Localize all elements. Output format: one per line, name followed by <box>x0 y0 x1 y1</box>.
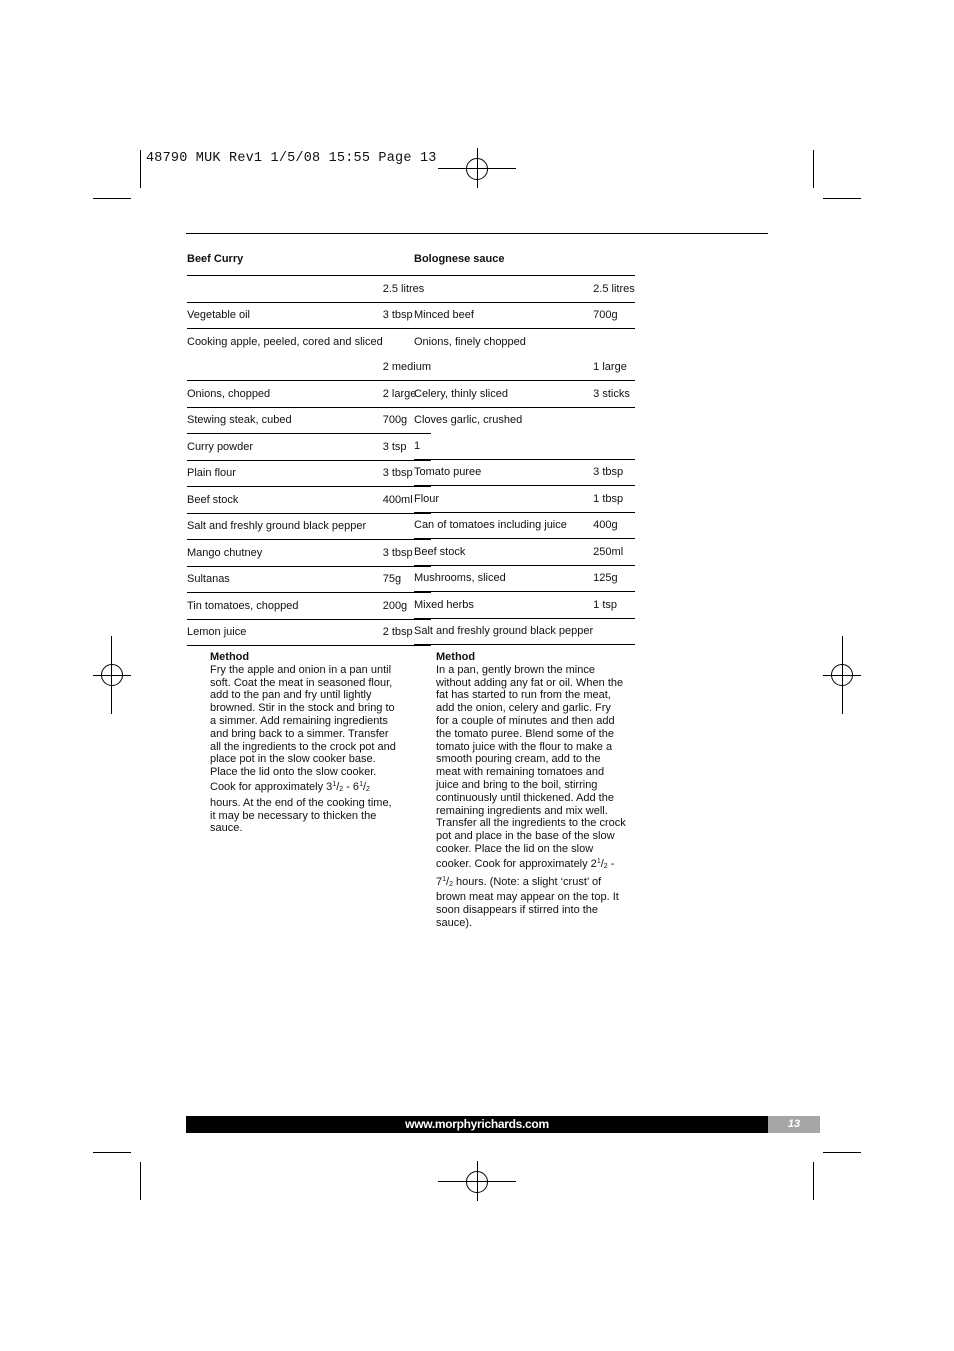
ingredient-row <box>414 512 635 539</box>
ingredient-name: Tomato puree <box>414 459 593 486</box>
ingredient-name: Onions, chopped <box>187 381 383 408</box>
registration-mark-icon <box>477 148 478 188</box>
ingredient-quantity: 2 medium <box>383 355 431 381</box>
ingredient-name: Tin tomatoes, chopped <box>187 593 383 620</box>
ingredient-row <box>187 619 431 646</box>
method-beef-curry: Method Fry the apple and onion in a pan until soft. Coat the meat in seasoned flour, add to the pan and fry until lightly browned. Stir in the stock and bring to a simmer. Add remaining ingredients and bring back to a simmer. Transfer all the ingredients to the crock pot and place pot in the slow cooker base. Place the lid onto the slow cooker. Cook for approximately $3^1/_2 - 6^1/_2$ hours. At the end of the cooking time, it may be necessary to thicken the sauce. <box>210 651 400 835</box>
page-number: 13 <box>787 1118 801 1130</box>
ingredient-name: Flour <box>414 486 593 513</box>
ingredient-quantity: 2.5 litres <box>383 276 431 303</box>
method-text: hours. At the end of the cooking time, it may be necessary to thicken the sauce. <box>210 796 392 835</box>
fraction-numerator: 1 <box>332 780 337 788</box>
ingredient-name: Can of tomatoes including juice <box>414 512 593 539</box>
ingredient-quantity: 400g <box>593 512 635 539</box>
ingredient-name: Mixed herbs <box>414 592 593 619</box>
ingredient-row <box>414 433 635 459</box>
ingredient-row <box>187 540 431 567</box>
ingredient-row <box>187 593 431 620</box>
ingredient-row <box>414 565 635 592</box>
ingredient-row <box>187 355 431 381</box>
ingredient-quantity: 3 tbsp <box>383 460 431 487</box>
recipe-title-bolognese-sauce: Bolognese sauce <box>414 253 505 265</box>
ingredient-quantity: 1 large <box>593 355 635 381</box>
ingredient-quantity <box>593 433 635 459</box>
fraction-numerator: 1 <box>596 857 601 865</box>
ingredient-name: Cloves garlic, crushed <box>414 414 523 427</box>
registration-mark-icon <box>477 1161 478 1201</box>
crop-mark <box>813 150 814 188</box>
ingredient-name: Mango chutney <box>187 540 383 567</box>
ingredient-row <box>187 513 431 540</box>
ingredient-quantity: 1 tsp <box>593 592 635 619</box>
ingredient-quantity <box>593 618 635 645</box>
ingredient-quantity: 400ml <box>383 487 431 514</box>
fraction-denominator: 2 <box>366 785 370 793</box>
ingredient-row <box>187 302 431 329</box>
crop-mark <box>823 198 861 199</box>
ingredient-name <box>187 276 383 303</box>
ingredient-row <box>187 487 431 514</box>
ingredient-row <box>187 381 431 408</box>
ingredient-row <box>414 407 635 433</box>
ingredients-table-bolognese <box>414 275 635 645</box>
method-heading: Method <box>436 651 476 663</box>
ingredient-name <box>414 355 593 381</box>
method-text: - 7 <box>436 857 615 888</box>
ingredient-quantity <box>593 329 635 355</box>
ingredient-row <box>187 434 431 461</box>
ingredient-row <box>187 407 431 434</box>
footer-url[interactable]: www.morphyrichards.com <box>405 1117 549 1131</box>
method-heading: Method <box>210 651 250 663</box>
crop-mark <box>93 1152 131 1153</box>
ingredient-row <box>414 329 635 355</box>
ingredient-name: Sultanas <box>187 566 383 593</box>
fraction-numerator: 1 <box>359 780 363 788</box>
ingredient-name: Salt and freshly ground black pepper <box>414 618 593 645</box>
registration-mark-icon <box>93 675 131 676</box>
fraction-denominator: 2 <box>449 880 453 888</box>
method-bolognese: Method In a pan, gently brown the mince without adding any fat or oil. When the fat has started to run from the meat, add the onion, celery and garlic. Fry for a couple of minutes and then add the tomato puree. Blend some of the tomato juice with the flour to make a smooth pouring cream, add to the meat with remaining tomatoes and juice and bring to the boil, stirring continuously until thickened. Add the remaining ingredients and mix well. Transfer all the ingredients to the crock pot and place in the base of the slow cooker. Place the lid on the slow cooker. Cook for approximately $2^1/_2 - 7^1/_2$ hours. (Note: a slight ‘crust’ of brown meat may appear on the top. It soon disappears if stirred into the sauce). <box>436 651 626 929</box>
method-text: Fry the apple and onion in a pan until soft. Coat the meat in seasoned flour, add to the pan and fry until lightly browned. Stir in the stock and bring to a simmer. Add remaining ingredients and bring back to a simmer. Transfer all the ingredients to the crock pot and place pot in the slow cooker base. Place the lid onto the slow cooker. Cook for approximately 3 <box>210 663 396 793</box>
ingredient-quantity: 3 sticks <box>593 381 635 408</box>
ingredient-name: Beef stock <box>187 487 383 514</box>
ingredient-quantity: 200g <box>383 593 431 620</box>
crop-mark <box>140 150 141 188</box>
ingredient-quantity: 250ml <box>593 539 635 566</box>
page-number-box <box>768 1116 820 1133</box>
ingredient-name: Onions, finely chopped <box>414 335 526 348</box>
ingredient-quantity: 1 tbsp <box>593 486 635 513</box>
ingredient-name: Beef stock <box>414 539 593 566</box>
crop-mark <box>813 1162 814 1200</box>
ingredient-row <box>414 302 635 329</box>
ingredient-quantity: 75g <box>383 566 431 593</box>
ingredient-name: 1 <box>414 433 593 459</box>
crop-mark <box>140 1162 141 1200</box>
ingredient-quantity: 3 tbsp <box>383 302 431 329</box>
ingredient-row <box>187 460 431 487</box>
ingredients-table-beef-curry <box>187 275 431 646</box>
recipe-title-beef-curry: Beef Curry <box>187 253 244 265</box>
ingredient-row <box>187 329 431 355</box>
ingredient-name: Minced beef <box>414 302 593 329</box>
ingredient-row <box>414 459 635 486</box>
crop-mark <box>93 198 131 199</box>
ingredient-row <box>187 276 431 303</box>
header-rule <box>186 233 768 234</box>
ingredient-quantity: 2 large <box>383 381 431 408</box>
ingredient-quantity: 700g <box>593 302 635 329</box>
print-slug: 48790 MUK Rev1 1/5/08 15:55 Page 13 <box>146 151 437 166</box>
ingredient-row <box>414 592 635 619</box>
footer-bar <box>186 1116 768 1133</box>
ingredient-name: Cooking apple, peeled, cored and sliced <box>187 335 383 348</box>
ingredient-quantity: 3 tsp <box>383 434 431 461</box>
ingredient-name <box>187 355 383 381</box>
ingredient-name: Celery, thinly sliced <box>414 381 593 408</box>
ingredient-row <box>414 539 635 566</box>
ingredient-row <box>414 486 635 513</box>
ingredient-name: Lemon juice <box>187 619 383 646</box>
fraction-denominator: 2 <box>603 862 608 870</box>
fraction-denominator: 2 <box>339 785 344 793</box>
method-text: - 6 <box>343 780 360 793</box>
ingredient-name: Mushrooms, sliced <box>414 565 593 592</box>
ingredient-name: Vegetable oil <box>187 302 383 329</box>
registration-mark-icon <box>842 636 843 714</box>
method-text: hours. (Note: a slight ‘crust’ of brown meat may appear on the top. It soon disappears if stirred into the sauce). <box>436 875 619 929</box>
ingredient-quantity: 125g <box>593 565 635 592</box>
ingredient-quantity: 2 tbsp <box>383 619 431 646</box>
ingredient-row <box>414 618 635 645</box>
ingredient-name: Curry powder <box>187 434 383 461</box>
ingredient-name <box>414 276 593 303</box>
ingredient-row <box>414 381 635 408</box>
ingredient-name: Plain flour <box>187 460 383 487</box>
ingredient-quantity: 2.5 litres <box>593 276 635 303</box>
method-text: In a pan, gently brown the mince without adding any fat or oil. When the fat has started to run from the meat, add the onion, celery and garlic. Fry for a couple of minutes and then add the tomato puree. Blend some of the tomato juice with the flour to make a smooth pouring cream, add to the meat with remaining tomatoes and juice and bring to the boil, stirring continuously until thickened. Add the remaining ingredients and mix well. Transfer all the ingredients to the crock pot and place in the base of the slow cooker. Place the lid on the slow cooker. Cook for approximately 2 <box>436 663 626 870</box>
ingredient-row <box>414 355 635 381</box>
ingredient-name: Salt and freshly ground black pepper <box>187 513 383 540</box>
crop-mark <box>823 1152 861 1153</box>
registration-mark-icon <box>111 636 112 714</box>
ingredient-quantity: 3 tbsp <box>383 540 431 567</box>
ingredient-quantity: 700g <box>383 407 431 434</box>
fraction-numerator: 1 <box>442 875 447 883</box>
ingredient-row <box>187 566 431 593</box>
ingredient-quantity: 3 tbsp <box>593 459 635 486</box>
ingredient-quantity <box>593 407 635 433</box>
ingredient-name: Stewing steak, cubed <box>187 407 383 434</box>
ingredient-row <box>414 276 635 303</box>
